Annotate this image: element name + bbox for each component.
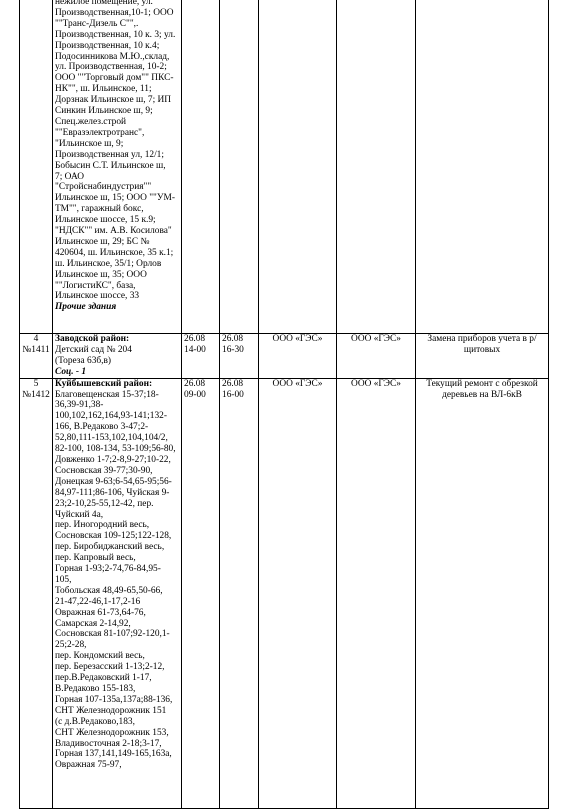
address-line: Овражная 61-73,64-76, bbox=[55, 607, 146, 618]
address-line: Тобольская 48,49-65,50-66, bbox=[55, 585, 163, 596]
district-heading: Куйбышевский район: bbox=[55, 378, 153, 389]
address-line: Синкин Ильинское ш, 9; bbox=[55, 106, 153, 117]
address-line: В.Редаково 155-183, bbox=[55, 684, 136, 694]
address-line: Ильинское ш, 15; ООО ""УМ- bbox=[55, 193, 175, 204]
address-line: Ильинское ш, 29; БС № bbox=[55, 236, 150, 247]
outage-schedule-table bbox=[19, 0, 549, 809]
address-line: Ильинское шоссе, 33 bbox=[55, 291, 140, 302]
end-time: 16-30 bbox=[222, 344, 244, 355]
request-number: №1411 bbox=[22, 344, 50, 355]
address-cell bbox=[53, 0, 182, 334]
end-datetime-cell bbox=[220, 378, 259, 808]
address-line: Довженко 1-7;2-8,9-27;10-22, bbox=[55, 454, 171, 465]
address-line: Владивосточная 2-18;3-17, bbox=[55, 738, 162, 749]
work-description-cell bbox=[416, 378, 549, 808]
address-line: Производственная, 10 к. 3; ул. bbox=[55, 29, 176, 40]
address-line: Горная 107-135а,137а;88-136, bbox=[55, 694, 173, 705]
address-line: Благовещенская 15-37;18- bbox=[55, 389, 159, 400]
address-line: пер.В.Редаковский 1-17, bbox=[55, 673, 152, 684]
row-number: 4 bbox=[33, 334, 39, 344]
address-line: Производственная ул, 12/1; bbox=[55, 149, 164, 160]
work-description-cell bbox=[416, 334, 549, 379]
address-line: Горная 137,141,149-165,163а, bbox=[55, 749, 172, 760]
address-line: Ильинское шоссе, 15 к.9; bbox=[55, 215, 156, 226]
address-line: ""ЛогистиКС", база, bbox=[55, 280, 136, 291]
address-line: Чуйский 4а, bbox=[55, 509, 104, 520]
address-line: ""Евразэлектротранс", bbox=[55, 127, 145, 138]
address-line: пер. Березасский 1-13;2-12, bbox=[55, 662, 165, 673]
address-line: 36,39-91,38- bbox=[55, 400, 104, 411]
organization-name: ООО «ГЭС» bbox=[272, 334, 323, 344]
contractor-name: ООО «ГЭС» bbox=[351, 334, 401, 344]
address-line: ш. Ильинское, 35/1; Орлов bbox=[55, 258, 162, 269]
end-date: 26.08 bbox=[222, 378, 244, 389]
address-line: Дорзнак Ильинское ш, 7; ИП bbox=[55, 95, 172, 106]
start-date: 26.08 bbox=[184, 378, 206, 389]
address-line: Подосинникова М.Ю.,склад, bbox=[55, 51, 170, 62]
contractor-cell bbox=[337, 378, 416, 808]
work-description-cell bbox=[416, 0, 549, 334]
address-line: 105, bbox=[55, 574, 72, 585]
row-number: 5 bbox=[33, 378, 39, 389]
table-row bbox=[20, 0, 549, 334]
address-cell bbox=[53, 378, 182, 808]
start-time: 09-00 bbox=[184, 389, 206, 400]
work-description: Замена приборов учета в р/щитовых bbox=[427, 334, 537, 355]
start-datetime-cell bbox=[182, 378, 220, 808]
address-line: Спец.желез.строй bbox=[55, 116, 127, 127]
organization-cell bbox=[259, 0, 337, 334]
address-line: "Ильинское ш, 9; bbox=[55, 138, 124, 149]
address-line: Производственная,10-1; ООО bbox=[55, 7, 174, 18]
address-line: СНТ Железнодорожник 153, bbox=[55, 727, 169, 738]
address-line: пер. Кондомский весь, bbox=[55, 651, 145, 662]
end-time: 16-00 bbox=[222, 389, 244, 400]
contractor-cell bbox=[337, 0, 416, 334]
address-line: пер. Капровый весь, bbox=[55, 553, 136, 564]
address-cell bbox=[53, 334, 182, 379]
address-line: 23;2-10,25-55,12-42, пер. bbox=[55, 498, 154, 509]
address-line: 21-47,22-46,1-17,2-16 bbox=[55, 596, 141, 607]
end-datetime-cell bbox=[220, 0, 259, 334]
address-line: Самарская 2-14,92, bbox=[55, 618, 131, 629]
address-line: Ильинское ш, 35; ООО bbox=[55, 269, 147, 280]
address-line: ТМ"", гаражный бокс, bbox=[55, 204, 144, 215]
address-line: Донецкая 9-63;6-54,65-95;56- bbox=[55, 476, 172, 487]
address-line: Бобысин С.Т. Ильинское ш, bbox=[55, 160, 166, 171]
address-line: пер. Биробиджанский весь, bbox=[55, 542, 165, 553]
category-footer: Соц. - 1 bbox=[55, 366, 87, 377]
start-time: 14-00 bbox=[184, 344, 206, 355]
address-line: (с д.В.Редаково,183, bbox=[55, 716, 135, 727]
address-line: ""Транс-Дизель С"",. bbox=[55, 18, 139, 29]
address-line: "Стройснабиндустрия"" bbox=[55, 182, 152, 193]
contractor-cell bbox=[337, 334, 416, 379]
address-line: ООО ""Торговый дом"" ПКС- bbox=[55, 73, 174, 84]
organization-name: ООО «ГЭС» bbox=[272, 378, 323, 389]
district-heading: Заводской район: bbox=[55, 334, 130, 344]
address-line: НК"", ш. Ильинское, 11; bbox=[55, 84, 152, 95]
row-number-cell bbox=[20, 378, 53, 808]
address-line: Горная 1-93;2-74,76-84,95- bbox=[55, 564, 161, 575]
category-footer: Прочие здания bbox=[55, 302, 117, 313]
address-line: 82-100, 108-134, 53-109;56-80, bbox=[55, 444, 176, 455]
address-line: пер. Иногородний весь, bbox=[55, 520, 150, 531]
row-number-cell bbox=[20, 0, 53, 334]
address-line: "НДСК"" им. А.В. Косилова" bbox=[55, 226, 172, 237]
start-date: 26.08 bbox=[184, 334, 206, 344]
end-date: 26.08 bbox=[222, 334, 244, 344]
table-row bbox=[20, 378, 549, 808]
row-number-cell bbox=[20, 334, 53, 379]
address-line: СНТ Железнодорожник 151 bbox=[55, 705, 167, 716]
address-line: Детский сад № 204 bbox=[55, 344, 132, 355]
address-line: 52,80,111-153,102,104,104/2, bbox=[55, 433, 168, 444]
work-description: Текущий ремонт с обрезкой деревьев на ВЛ-6кВ bbox=[426, 378, 538, 400]
contractor-name: ООО «ГЭС» bbox=[351, 378, 401, 389]
address-line: Сосновская 109-125;122-128, bbox=[55, 531, 172, 542]
start-datetime-cell bbox=[182, 334, 220, 379]
organization-cell bbox=[259, 334, 337, 379]
table-row bbox=[20, 334, 549, 379]
address-line: Сосновская 81-107;92-120,1- bbox=[55, 629, 170, 640]
address-line: Производственная, 10 к.4; bbox=[55, 40, 160, 51]
address-line: 420604, ш. Ильинское, 35 к.1; bbox=[55, 247, 174, 258]
organization-cell bbox=[259, 378, 337, 808]
address-line: 166, В.Редаково 3-47;2- bbox=[55, 422, 149, 433]
request-number: №1412 bbox=[22, 389, 50, 400]
address-line: нежилое помещение, ул. bbox=[55, 0, 153, 7]
address-line: 100,102,162,164,93-141;132- bbox=[55, 411, 167, 422]
end-datetime-cell bbox=[220, 334, 259, 379]
start-datetime-cell bbox=[182, 0, 220, 334]
address-line: 7; ОАО bbox=[55, 171, 85, 182]
address-line: Сосновская 39-77;30-90, bbox=[55, 465, 153, 476]
address-line: (Тореза 63б,в) bbox=[55, 355, 112, 366]
address-line: Овражная 75-97, bbox=[55, 760, 122, 771]
address-line: 25;2-28, bbox=[55, 640, 87, 651]
address-line: 84,97-111;86-106, Чуйская 9- bbox=[55, 487, 170, 498]
address-line: ул. Производственная, 10-2; bbox=[55, 62, 167, 73]
